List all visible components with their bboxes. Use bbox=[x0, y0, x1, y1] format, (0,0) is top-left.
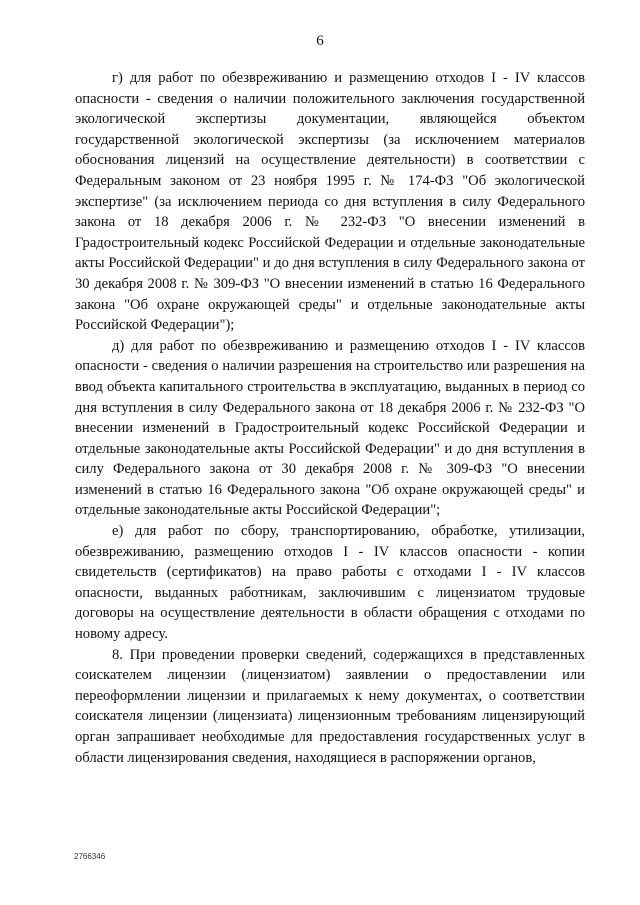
page-number: 6 bbox=[316, 33, 324, 49]
paragraph-g: г) для работ по обезвреживанию и размещению отходов I - IV классов опасности - сведения о наличии положительного заключения государственной экологической экспертизы документации, являющейся объектом государственной экологической экспертизы (за исключением материалов обоснования лицензий на осуществление деятельности) в соответствии с Федеральным законом от 23 ноября 1995 г. № 174-ФЗ "Об экологической экспертизе" (за исключением периода со дня вступления в силу Федерального закона от 18 декабря 2006 г. № 232-ФЗ "О внесении изменений в Градостроительный кодекс Российской Федерации и отдельные законодательные акты Российской Федерации" и до дня вступления в силу Федерального закона от 30 декабря 2008 г. № 309-ФЗ "О внесении изменений в статью 16 Федерального закона "Об охране окружающей среды" и отдельные законодательные акты Российской Федерации"); bbox=[75, 70, 585, 334]
paragraph-e: е) для работ по сбору, транспортированию, обработке, утилизации, обезвреживанию, размещению отходов I - IV классов опасности - копии свидетельств (сертификатов) на право работы с отходами I - IV классов опасности, выданных работникам, заключившим с лицензиатом трудовые договоры на осуществление деятельности в области обращения с отходами по новому адресу. bbox=[75, 523, 585, 643]
paragraph-d: д) для работ по обезвреживанию и размещению отходов I - IV классов опасности - сведения о наличии разрешения на строительство или разрешения на ввод объекта капитального строительства в эксплуатацию, выданных в период со дня вступления в силу Федерального закона от 18 декабря 2006 г. № 232-ФЗ "О внесении изменений в Градостроительный кодекс Российской Федерации и отдельные законодательные акты Российской Федерации" и до дня вступления в силу Федерального закона от 30 декабря 2008 г. № 309-ФЗ "О внесении изменений в статью 16 Федерального закона "Об охране окружающей среды" и отдельные законодательные акты Российской Федерации"; bbox=[75, 337, 585, 519]
paragraph-8: 8. При проведении проверки сведений, содержащихся в представленных соискателем лицензии (лицензиатом) заявлении о предоставлении или переоформлении лицензии и прилагаемых к нему документах, о соответствии соискателя лицензии (лицензиата) лицензионным требованиям лицензирующий орган запрашивает необходимые для предоставления государственных услуг в области лицензирования сведения, находящиеся в распоряжении органов, bbox=[75, 646, 585, 766]
document-code: 2766346 bbox=[74, 852, 106, 861]
document-body bbox=[75, 68, 585, 768]
